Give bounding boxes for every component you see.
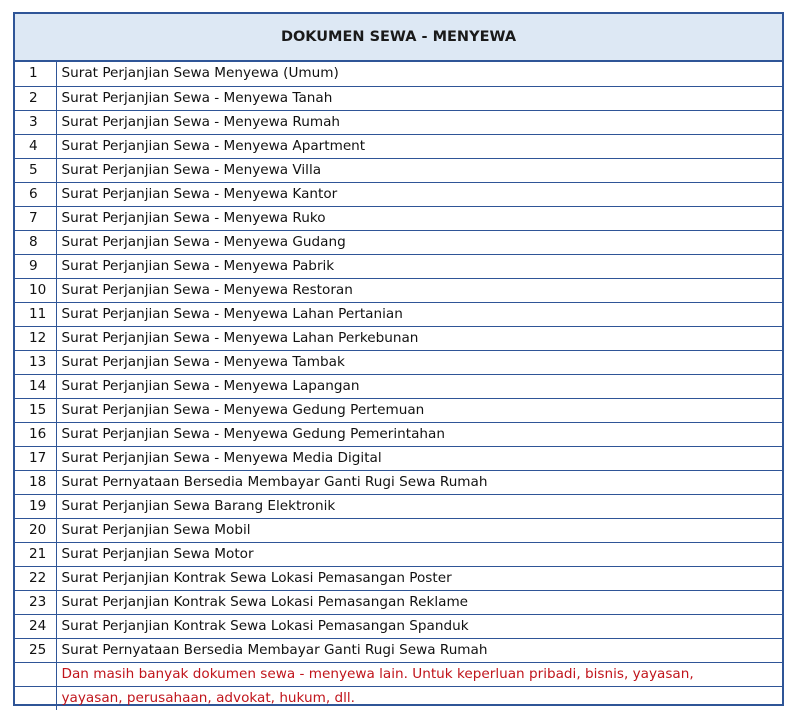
row-number: 23 (15, 590, 56, 614)
table-row (15, 62, 782, 86)
row-document-title: Surat Perjanjian Sewa Motor (56, 542, 782, 566)
row-number: 9 (15, 254, 56, 278)
row-document-title: Surat Perjanjian Sewa - Menyewa Media Digital (56, 446, 782, 470)
table-row (15, 158, 782, 182)
row-number: 12 (15, 326, 56, 350)
row-document-title: Surat Perjanjian Sewa - Menyewa Rumah (56, 110, 782, 134)
table-row (15, 566, 782, 590)
row-number: 19 (15, 494, 56, 518)
row-document-title: Surat Perjanjian Sewa - Menyewa Kantor (56, 182, 782, 206)
note-row (15, 686, 782, 710)
document-table-frame (13, 12, 784, 706)
row-document-title: Surat Perjanjian Sewa - Menyewa Lahan Perkebunan (56, 326, 782, 350)
table-row (15, 494, 782, 518)
table-row (15, 182, 782, 206)
row-number: 20 (15, 518, 56, 542)
row-document-title: Surat Perjanjian Sewa - Menyewa Tanah (56, 86, 782, 110)
row-document-title: Surat Pernyataan Bersedia Membayar Ganti Rugi Sewa Rumah (56, 638, 782, 662)
row-number: 3 (15, 110, 56, 134)
row-document-title: Surat Pernyataan Bersedia Membayar Ganti Rugi Sewa Rumah (56, 470, 782, 494)
row-number: 11 (15, 302, 56, 326)
table-row (15, 614, 782, 638)
table-row (15, 350, 782, 374)
row-document-title: Surat Perjanjian Sewa - Menyewa Restoran (56, 278, 782, 302)
row-document-title: Surat Perjanjian Sewa - Menyewa Villa (56, 158, 782, 182)
table-row (15, 374, 782, 398)
row-number: 16 (15, 422, 56, 446)
table-row (15, 254, 782, 278)
table-row (15, 110, 782, 134)
note-text: Dan masih banyak dokumen sewa - menyewa lain. Untuk keperluan pribadi, bisnis, yayasan, (56, 662, 782, 686)
document-list-table (15, 62, 782, 710)
row-number: 17 (15, 446, 56, 470)
table-row (15, 518, 782, 542)
table-row (15, 86, 782, 110)
row-document-title: Surat Perjanjian Sewa - Menyewa Pabrik (56, 254, 782, 278)
table-row (15, 326, 782, 350)
row-number: 10 (15, 278, 56, 302)
row-document-title: Surat Perjanjian Sewa Barang Elektronik (56, 494, 782, 518)
row-number: 6 (15, 182, 56, 206)
row-number: 2 (15, 86, 56, 110)
row-document-title: Surat Perjanjian Kontrak Sewa Lokasi Pemasangan Spanduk (56, 614, 782, 638)
note-text: yayasan, perusahaan, advokat, hukum, dll. (61, 689, 356, 706)
row-document-title: Surat Perjanjian Sewa - Menyewa Tambak (56, 350, 782, 374)
row-number: 18 (15, 470, 56, 494)
table-row (15, 638, 782, 662)
row-number: 4 (15, 134, 56, 158)
row-number: 24 (15, 614, 56, 638)
row-number: 1 (15, 62, 56, 86)
row-number: 13 (15, 350, 56, 374)
note-row (15, 662, 782, 686)
table-row (15, 590, 782, 614)
row-document-title: Surat Perjanjian Sewa - Menyewa Gedung Pertemuan (56, 398, 782, 422)
row-number: 7 (15, 206, 56, 230)
row-document-title: Surat Perjanjian Sewa Menyewa (Umum) (56, 62, 782, 86)
note-number-cell (15, 686, 56, 710)
row-number: 8 (15, 230, 56, 254)
table-row (15, 422, 782, 446)
row-number: 5 (15, 158, 56, 182)
row-number: 14 (15, 374, 56, 398)
table-row (15, 398, 782, 422)
row-document-title: Surat Perjanjian Sewa - Menyewa Gudang (56, 230, 782, 254)
table-row (15, 542, 782, 566)
row-document-title: Surat Perjanjian Sewa - Menyewa Ruko (56, 206, 782, 230)
row-number: 15 (15, 398, 56, 422)
row-number: 22 (15, 566, 56, 590)
row-document-title: Surat Perjanjian Sewa Mobil (56, 518, 782, 542)
row-document-title: Surat Perjanjian Sewa - Menyewa Lahan Pertanian (56, 302, 782, 326)
table-row (15, 230, 782, 254)
row-document-title: Surat Perjanjian Kontrak Sewa Lokasi Pemasangan Poster (56, 566, 782, 590)
row-number: 25 (15, 638, 56, 662)
row-number: 21 (15, 542, 56, 566)
table-row (15, 302, 782, 326)
row-document-title: Surat Perjanjian Sewa - Menyewa Gedung Pemerintahan (56, 422, 782, 446)
table-row (15, 206, 782, 230)
table-row (15, 446, 782, 470)
table-row (15, 134, 782, 158)
row-document-title: Surat Perjanjian Sewa - Menyewa Apartment (56, 134, 782, 158)
table-row (15, 278, 782, 302)
table-row (15, 470, 782, 494)
row-document-title: Surat Perjanjian Kontrak Sewa Lokasi Pemasangan Reklame (56, 590, 782, 614)
table-title: DOKUMEN SEWA - MENYEWA (15, 14, 782, 62)
note-number-cell (15, 662, 56, 686)
row-document-title: Surat Perjanjian Sewa - Menyewa Lapangan (56, 374, 782, 398)
